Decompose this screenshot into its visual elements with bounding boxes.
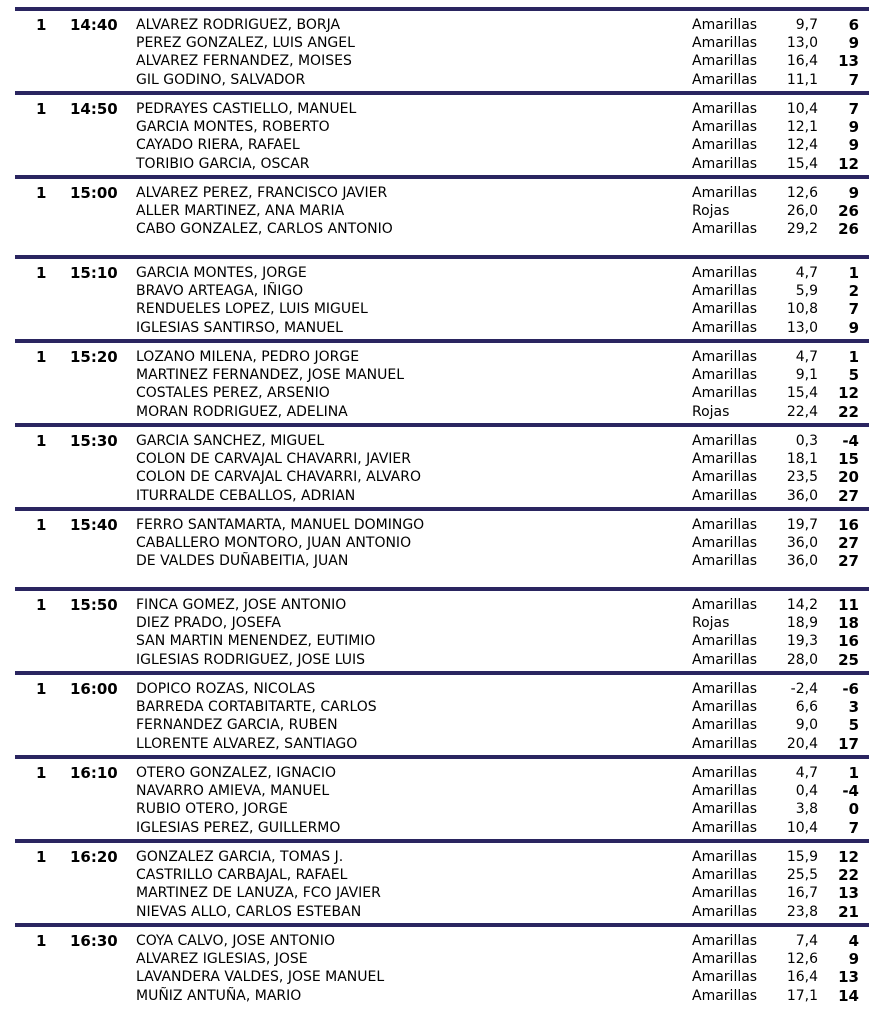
handicap-index: 26,0 xyxy=(786,203,818,220)
playing-handicap: 22 xyxy=(838,866,859,885)
player-row xyxy=(0,366,889,384)
group-divider xyxy=(15,839,869,843)
starting-hole: 1 xyxy=(36,16,47,34)
playing-handicap: 27 xyxy=(838,486,859,505)
handicap-index: 16,4 xyxy=(786,969,818,986)
player-row xyxy=(0,950,889,968)
player-name: NIEVAS ALLO, CARLOS ESTEBAN xyxy=(136,903,362,920)
player-row xyxy=(0,968,889,986)
playing-handicap: 0 xyxy=(848,800,859,819)
group-divider xyxy=(15,423,869,427)
tee-color: Amarillas xyxy=(692,885,758,902)
tee-color: Amarillas xyxy=(692,783,758,800)
group-divider xyxy=(15,339,869,343)
player-name: LLORENTE ALVAREZ, SANTIAGO xyxy=(136,735,358,752)
player-name: FINCA GOMEZ, JOSE ANTONIO xyxy=(136,597,347,613)
player-name: ALLER MARTINEZ, ANA MARIA xyxy=(136,203,345,220)
player-row xyxy=(0,987,889,1005)
tee-group xyxy=(0,923,889,1007)
playing-handicap: 25 xyxy=(838,650,859,669)
player-row xyxy=(0,348,889,366)
group-divider xyxy=(15,507,869,511)
handicap-index: 10,4 xyxy=(786,101,818,117)
handicap-index: 9,7 xyxy=(795,17,818,33)
player-name: SAN MARTIN MENENDEZ, EUTIMIO xyxy=(136,633,376,650)
tee-color: Amarillas xyxy=(692,553,758,570)
player-name: MARTINEZ DE LANUZA, FCO JAVIER xyxy=(136,885,381,902)
tee-color: Amarillas xyxy=(692,71,758,88)
playing-handicap: 13 xyxy=(838,884,859,903)
player-row xyxy=(0,264,889,282)
player-row xyxy=(0,184,889,202)
player-name: CABO GONZALEZ, CARLOS ANTONIO xyxy=(136,221,393,238)
tee-color: Amarillas xyxy=(692,849,758,865)
player-name: RENDUELES LOPEZ, LUIS MIGUEL xyxy=(136,301,368,318)
tee-group xyxy=(0,255,889,339)
handicap-index: 29,2 xyxy=(786,221,818,238)
player-name: ALVAREZ RODRIGUEZ, BORJA xyxy=(136,17,341,33)
tee-color: Amarillas xyxy=(692,699,758,716)
handicap-index: 13,0 xyxy=(786,35,818,52)
playing-handicap: 9 xyxy=(848,318,859,337)
player-row xyxy=(0,782,889,800)
player-row xyxy=(0,71,889,89)
player-name: MARTINEZ FERNANDEZ, JOSE MANUEL xyxy=(136,367,405,384)
handicap-index: 22,4 xyxy=(786,403,818,420)
playing-handicap: 9 xyxy=(848,950,859,969)
tee-time: 16:10 xyxy=(70,764,118,782)
player-name: ALVAREZ IGLESIAS, JOSE xyxy=(136,951,308,968)
group-divider xyxy=(15,91,869,95)
starting-hole: 1 xyxy=(36,848,47,866)
playing-handicap: 7 xyxy=(848,100,859,118)
player-row xyxy=(0,432,889,450)
handicap-index: 0,4 xyxy=(795,783,818,800)
handicap-index: 10,8 xyxy=(786,301,818,318)
player-row xyxy=(0,819,889,837)
starting-hole: 1 xyxy=(36,764,47,782)
tee-color: Amarillas xyxy=(692,301,758,318)
player-name: NAVARRO AMIEVA, MANUEL xyxy=(136,783,330,800)
player-name: GARCIA SANCHEZ, MIGUEL xyxy=(136,433,325,449)
tee-time: 15:10 xyxy=(70,264,118,282)
tee-color: Amarillas xyxy=(692,867,758,884)
handicap-index: 18,9 xyxy=(786,615,818,632)
playing-handicap: -4 xyxy=(842,782,859,801)
handicap-index: 12,6 xyxy=(786,951,818,968)
player-name: GONZALEZ GARCIA, TOMAS J. xyxy=(136,849,344,865)
player-name: DE VALDES DUÑABEITIA, JUAN xyxy=(136,553,349,570)
tee-color: Amarillas xyxy=(692,951,758,968)
handicap-index: 12,6 xyxy=(786,185,818,201)
player-row xyxy=(0,866,889,884)
handicap-index: 23,5 xyxy=(786,469,818,486)
playing-handicap: 1 xyxy=(848,764,859,782)
tee-time: 15:00 xyxy=(70,184,118,202)
player-row xyxy=(0,319,889,337)
player-name: DOPICO ROZAS, NICOLAS xyxy=(136,681,316,697)
player-name: LAVANDERA VALDES, JOSE MANUEL xyxy=(136,969,385,986)
player-row xyxy=(0,468,889,486)
tee-color: Amarillas xyxy=(692,735,758,752)
tee-group xyxy=(0,175,889,259)
group-divider xyxy=(15,587,869,591)
handicap-index: 19,7 xyxy=(786,517,818,533)
handicap-index: 20,4 xyxy=(786,735,818,752)
player-row xyxy=(0,487,889,505)
handicap-index: 9,1 xyxy=(795,367,818,384)
playing-handicap: 12 xyxy=(838,848,859,866)
player-row xyxy=(0,450,889,468)
player-row xyxy=(0,534,889,552)
tee-color: Amarillas xyxy=(692,717,758,734)
player-row xyxy=(0,632,889,650)
player-name: COYA CALVO, JOSE ANTONIO xyxy=(136,933,335,949)
tee-group xyxy=(0,839,889,923)
handicap-index: 15,4 xyxy=(786,385,818,402)
player-name: OTERO GONZALEZ, IGNACIO xyxy=(136,765,336,781)
handicap-index: 11,1 xyxy=(786,71,818,88)
starting-hole: 1 xyxy=(36,516,47,534)
player-row xyxy=(0,884,889,902)
handicap-index: -2,4 xyxy=(790,681,818,697)
player-name: GARCIA MONTES, ROBERTO xyxy=(136,119,330,136)
playing-handicap: 1 xyxy=(848,348,859,366)
player-row xyxy=(0,552,889,570)
playing-handicap: 4 xyxy=(848,932,859,950)
handicap-index: 4,7 xyxy=(795,349,818,365)
playing-handicap: 9 xyxy=(848,184,859,202)
player-row xyxy=(0,932,889,950)
handicap-index: 15,4 xyxy=(786,155,818,172)
tee-group xyxy=(0,587,889,671)
playing-handicap: 17 xyxy=(838,734,859,753)
starting-hole: 1 xyxy=(36,596,47,614)
tee-group xyxy=(0,91,889,175)
player-name: BRAVO ARTEAGA, IÑIGO xyxy=(136,283,304,300)
playing-handicap: 5 xyxy=(848,716,859,735)
player-row xyxy=(0,800,889,818)
tee-time: 16:00 xyxy=(70,680,118,698)
starting-hole: 1 xyxy=(36,932,47,950)
player-name: FERNANDEZ GARCIA, RUBEN xyxy=(136,717,338,734)
player-row xyxy=(0,220,889,238)
playing-handicap: 9 xyxy=(848,34,859,53)
handicap-index: 3,8 xyxy=(795,801,818,818)
playing-handicap: 27 xyxy=(838,552,859,571)
handicap-index: 36,0 xyxy=(786,535,818,552)
player-row xyxy=(0,282,889,300)
handicap-index: 12,1 xyxy=(786,119,818,136)
player-name: TORIBIO GARCIA, OSCAR xyxy=(136,155,310,172)
playing-handicap: 9 xyxy=(848,118,859,137)
handicap-index: 28,0 xyxy=(786,651,818,668)
handicap-index: 9,0 xyxy=(795,717,818,734)
group-divider xyxy=(15,175,869,179)
tee-color: Rojas xyxy=(692,403,730,420)
starting-hole: 1 xyxy=(36,432,47,450)
tee-color: Amarillas xyxy=(692,265,758,281)
tee-group xyxy=(0,423,889,507)
tee-color: Amarillas xyxy=(692,633,758,650)
handicap-index: 23,8 xyxy=(786,903,818,920)
tee-color: Amarillas xyxy=(692,319,758,336)
playing-handicap: -6 xyxy=(842,680,859,698)
tee-time: 15:40 xyxy=(70,516,118,534)
handicap-index: 25,5 xyxy=(786,867,818,884)
playing-handicap: 12 xyxy=(838,154,859,173)
group-divider xyxy=(15,755,869,759)
tee-color: Amarillas xyxy=(692,17,758,33)
playing-handicap: 26 xyxy=(838,220,859,239)
tee-color: Amarillas xyxy=(692,517,758,533)
tee-color: Rojas xyxy=(692,203,730,220)
tee-color: Amarillas xyxy=(692,35,758,52)
playing-handicap: 2 xyxy=(848,282,859,301)
tee-color: Amarillas xyxy=(692,283,758,300)
handicap-index: 18,1 xyxy=(786,451,818,468)
player-row xyxy=(0,100,889,118)
playing-handicap: 14 xyxy=(838,986,859,1005)
player-row xyxy=(0,384,889,402)
tee-time: 15:30 xyxy=(70,432,118,450)
handicap-index: 5,9 xyxy=(795,283,818,300)
tee-color: Amarillas xyxy=(692,451,758,468)
tee-color: Amarillas xyxy=(692,385,758,402)
tee-color: Amarillas xyxy=(692,101,758,117)
starting-hole: 1 xyxy=(36,184,47,202)
player-row xyxy=(0,300,889,318)
playing-handicap: 1 xyxy=(848,264,859,282)
player-row xyxy=(0,16,889,34)
player-name: PEDRAYES CASTIELLO, MANUEL xyxy=(136,101,357,117)
player-row xyxy=(0,716,889,734)
player-name: BARREDA CORTABITARTE, CARLOS xyxy=(136,699,377,716)
handicap-index: 7,4 xyxy=(795,933,818,949)
handicap-index: 36,0 xyxy=(786,487,818,504)
player-name: GIL GODINO, SALVADOR xyxy=(136,71,306,88)
player-name: IGLESIAS PEREZ, GUILLERMO xyxy=(136,819,341,836)
handicap-index: 16,4 xyxy=(786,53,818,70)
tee-color: Amarillas xyxy=(692,597,758,613)
tee-color: Amarillas xyxy=(692,765,758,781)
player-name: CAYADO RIERA, RAFAEL xyxy=(136,137,300,154)
playing-handicap: 15 xyxy=(838,450,859,469)
starting-hole: 1 xyxy=(36,100,47,118)
handicap-index: 16,7 xyxy=(786,885,818,902)
tee-color: Amarillas xyxy=(692,819,758,836)
player-name: IGLESIAS SANTIRSO, MANUEL xyxy=(136,319,343,336)
tee-color: Amarillas xyxy=(692,155,758,172)
player-row xyxy=(0,848,889,866)
handicap-index: 0,3 xyxy=(795,433,818,449)
player-row xyxy=(0,136,889,154)
tee-group xyxy=(0,507,889,591)
tee-time: 15:50 xyxy=(70,596,118,614)
tee-time: 15:20 xyxy=(70,348,118,366)
player-name: ALVAREZ PEREZ, FRANCISCO JAVIER xyxy=(136,185,388,201)
player-row xyxy=(0,735,889,753)
player-name: FERRO SANTAMARTA, MANUEL DOMINGO xyxy=(136,517,425,533)
player-name: COSTALES PEREZ, ARSENIO xyxy=(136,385,330,402)
player-row xyxy=(0,614,889,632)
playing-handicap: 12 xyxy=(838,384,859,403)
player-name: LOZANO MILENA, PEDRO JORGE xyxy=(136,349,360,365)
tee-color: Amarillas xyxy=(692,433,758,449)
playing-handicap: 7 xyxy=(848,818,859,837)
tee-color: Amarillas xyxy=(692,349,758,365)
player-name: MUÑIZ ANTUÑA, MARIO xyxy=(136,987,302,1004)
playing-handicap: 20 xyxy=(838,468,859,487)
player-row xyxy=(0,34,889,52)
player-name: ALVAREZ FERNANDEZ, MOISES xyxy=(136,53,352,70)
player-row xyxy=(0,516,889,534)
player-row xyxy=(0,403,889,421)
player-row xyxy=(0,651,889,669)
tee-group xyxy=(0,7,889,91)
handicap-index: 17,1 xyxy=(786,987,818,1004)
tee-color: Amarillas xyxy=(692,969,758,986)
starting-hole: 1 xyxy=(36,264,47,282)
starting-hole: 1 xyxy=(36,680,47,698)
player-row xyxy=(0,52,889,70)
tee-color: Amarillas xyxy=(692,137,758,154)
player-name: GARCIA MONTES, JORGE xyxy=(136,265,307,281)
tee-color: Amarillas xyxy=(692,469,758,486)
playing-handicap: 22 xyxy=(838,402,859,421)
tee-time: 16:30 xyxy=(70,932,118,950)
playing-handicap: 9 xyxy=(848,136,859,155)
player-row xyxy=(0,698,889,716)
tee-color: Amarillas xyxy=(692,903,758,920)
playing-handicap: 5 xyxy=(848,366,859,385)
playing-handicap: 7 xyxy=(848,70,859,89)
player-name: ITURRALDE CEBALLOS, ADRIAN xyxy=(136,487,356,504)
player-name: MORAN RODRIGUEZ, ADELINA xyxy=(136,403,348,420)
tee-group xyxy=(0,339,889,423)
tee-color: Amarillas xyxy=(692,535,758,552)
player-name: COLON DE CARVAJAL CHAVARRI, ALVARO xyxy=(136,469,421,486)
handicap-index: 10,4 xyxy=(786,819,818,836)
tee-group xyxy=(0,755,889,839)
handicap-index: 12,4 xyxy=(786,137,818,154)
tee-color: Amarillas xyxy=(692,119,758,136)
handicap-index: 14,2 xyxy=(786,597,818,613)
playing-handicap: 18 xyxy=(838,614,859,633)
tee-time: 16:20 xyxy=(70,848,118,866)
group-divider xyxy=(15,255,869,259)
group-divider xyxy=(15,671,869,675)
tee-color: Amarillas xyxy=(692,933,758,949)
playing-handicap: 27 xyxy=(838,534,859,553)
player-name: COLON DE CARVAJAL CHAVARRI, JAVIER xyxy=(136,451,411,468)
tee-color: Amarillas xyxy=(692,987,758,1004)
tee-color: Amarillas xyxy=(692,487,758,504)
handicap-index: 15,9 xyxy=(786,849,818,865)
handicap-index: 13,0 xyxy=(786,319,818,336)
player-row xyxy=(0,680,889,698)
handicap-index: 4,7 xyxy=(795,265,818,281)
player-row xyxy=(0,764,889,782)
playing-handicap: 13 xyxy=(838,968,859,987)
playing-handicap: 21 xyxy=(838,902,859,921)
tee-color: Amarillas xyxy=(692,681,758,697)
handicap-index: 6,6 xyxy=(795,699,818,716)
tee-time: 14:40 xyxy=(70,16,118,34)
player-row xyxy=(0,596,889,614)
player-name: DIEZ PRADO, JOSEFA xyxy=(136,615,281,632)
playing-handicap: 6 xyxy=(848,16,859,34)
playing-handicap: 16 xyxy=(838,632,859,651)
player-name: RUBIO OTERO, JORGE xyxy=(136,801,288,818)
tee-color: Amarillas xyxy=(692,367,758,384)
player-name: CASTRILLO CARBAJAL, RAFAEL xyxy=(136,867,348,884)
tee-color: Amarillas xyxy=(692,53,758,70)
handicap-index: 36,0 xyxy=(786,553,818,570)
tee-group xyxy=(0,671,889,755)
handicap-index: 19,3 xyxy=(786,633,818,650)
playing-handicap: 3 xyxy=(848,698,859,717)
playing-handicap: -4 xyxy=(842,432,859,450)
player-name: IGLESIAS RODRIGUEZ, JOSE LUIS xyxy=(136,651,366,668)
playing-handicap: 16 xyxy=(838,516,859,534)
player-row xyxy=(0,202,889,220)
player-name: PEREZ GONZALEZ, LUIS ANGEL xyxy=(136,35,355,52)
player-row xyxy=(0,118,889,136)
handicap-index: 4,7 xyxy=(795,765,818,781)
group-divider xyxy=(15,923,869,927)
playing-handicap: 26 xyxy=(838,202,859,221)
player-row xyxy=(0,903,889,921)
tee-color: Amarillas xyxy=(692,801,758,818)
player-name: CABALLERO MONTORO, JUAN ANTONIO xyxy=(136,535,412,552)
player-row xyxy=(0,155,889,173)
tee-time: 14:50 xyxy=(70,100,118,118)
tee-color: Amarillas xyxy=(692,221,758,238)
starting-hole: 1 xyxy=(36,348,47,366)
playing-handicap: 7 xyxy=(848,300,859,319)
group-divider xyxy=(15,7,869,11)
playing-handicap: 11 xyxy=(838,596,859,614)
playing-handicap: 13 xyxy=(838,52,859,71)
tee-color: Amarillas xyxy=(692,651,758,668)
tee-color: Amarillas xyxy=(692,185,758,201)
tee-color: Rojas xyxy=(692,615,730,632)
